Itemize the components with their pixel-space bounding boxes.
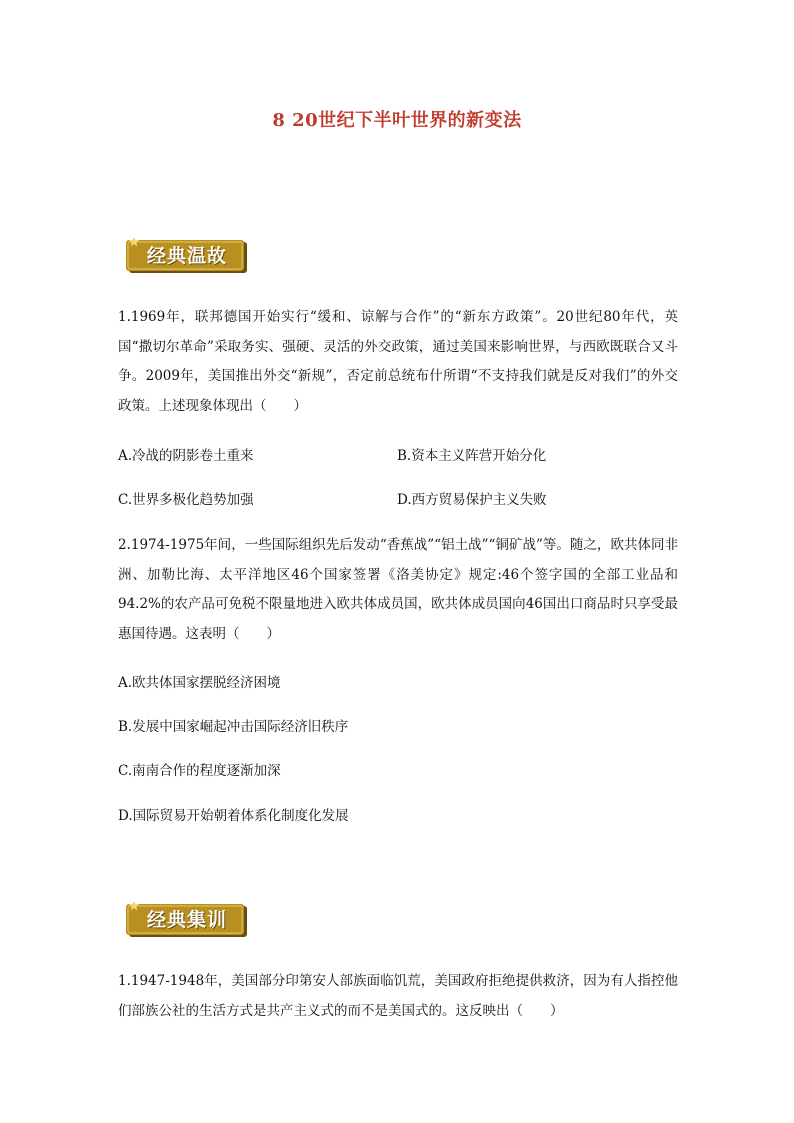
option-a: A.冷战的阴影卷土重来	[118, 448, 254, 464]
option-c: C.世界多极化趋势加强	[118, 492, 254, 508]
section-banner-training	[126, 902, 248, 938]
option-b: B.发展中国家崛起冲击国际经济旧秩序	[118, 719, 349, 735]
option-a: A.欧共体国家摆脱经济困境	[118, 675, 281, 691]
banner-label: 经典温故	[146, 245, 227, 267]
training-question-1-text: 1.1947-1948年，美国部分印第安人部族面临饥荒，美国政府拒绝提供救济，因为有人指控他们部族公社的生活方式是共产主义式的而不是美国式的。这反映出（ ）	[118, 973, 678, 1019]
option-d: D.西方贸易保护主义失败	[397, 492, 547, 508]
option-d: D.国际贸易开始朝着体系化制度化发展	[118, 808, 349, 824]
banner-label: 经典集训	[146, 909, 227, 931]
question-1-text: 1.1969年，联邦德国开始实行“缓和、谅解与合作”的“新东方政策”。20世纪80年代，英国“撒切尔革命”采取务实、强硬、灵活的外交政策，通过美国来影响世界，与西欧既联合又斗争。2009年，美国推出外交“新规”，否定前总统布什所谓“不支持我们就是反对我们”的外交政策。上述现象体现出（ ）	[118, 309, 678, 414]
section-banner-review	[126, 238, 248, 274]
question-2-text: 2.1974-1975年间，一些国际组织先后发动“香蕉战”“铝土战”“铜矿战”等。随之，欧共体同非洲、加勒比海、太平洋地区46个国家签署《洛美协定》规定:46个签字国的全部工业品和94.2%的农产品可免税不限量地进入欧共体成员国，欧共体成员国向46国出口商品时只享受最惠国待遇。这表明（ ）	[118, 537, 678, 642]
page-title: 8 20世纪下半叶世界的新变法	[272, 110, 522, 131]
option-c: C.南南合作的程度逐渐加深	[118, 763, 281, 779]
option-b: B.资本主义阵营开始分化	[397, 448, 547, 464]
